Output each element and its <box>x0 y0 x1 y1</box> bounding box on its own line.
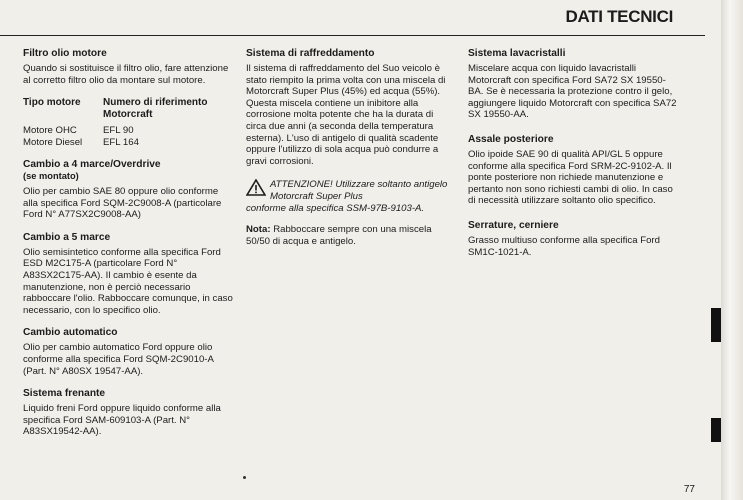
section-body-cooling: Il sistema di raffreddamento del Suo veicolo è stato riempito la prima volta con una miscela di Motorcraft Super Plus (45%) ed acqua (55%). Questa miscela contiene un inibitore alla corrosione molta potente che ha la durata di circa due anni (a seconda della temperatura esterna). L'uso di antigelo di qualità scadente oppure l'utilizzo di sola acqua può condurre a gravi corrosioni. <box>246 63 446 167</box>
column-right <box>468 48 678 269</box>
section-body-automatic: Olio per cambio automatico Ford oppure olio conforme alla specifica Ford SQM-2C9010-A (Part. N° A80SX 19547-AA). <box>23 342 214 377</box>
section-gearbox-5 <box>23 232 233 317</box>
section-title-gearbox-5: Cambio a 5 marce <box>23 231 111 243</box>
column-middle <box>246 48 456 247</box>
section-title-brakes: Sistema frenante <box>23 388 106 400</box>
table-cell-reference: EFL 90 <box>103 125 134 137</box>
warning-text-line2: conforme alla specifica SSM-97B-9103-A. <box>246 202 425 214</box>
thumb-tab-marker <box>711 308 721 342</box>
page-edge <box>721 0 743 500</box>
warning-text-line1: ATTENZIONE! Utilizzare soltanto antigelo Motorcraft Super Plus <box>270 179 448 202</box>
section-locks <box>468 220 678 258</box>
stray-dot <box>243 476 246 479</box>
page-number: 77 <box>683 484 695 495</box>
section-rear-axle <box>468 134 678 207</box>
table-cell-reference: EFL 164 <box>103 136 139 148</box>
table-row <box>23 125 233 137</box>
section-body-gearbox-4: Olio per cambio SAE 80 oppure olio conforme alla specifica Ford SQM-2C9008-A (particolare Ford N° A77SX2C9008-AA) <box>23 185 222 221</box>
section-cooling <box>246 48 456 167</box>
section-title-washer: Sistema lavacristalli <box>468 48 566 59</box>
section-body-oil-filter: Quando si sostituisce il filtro olio, fare attenzione al corretto filtro olio da montare sul motore. <box>23 63 229 86</box>
section-automatic <box>23 327 233 377</box>
thumb-tab-marker-lower <box>711 418 721 442</box>
table-row <box>23 137 233 149</box>
section-washer <box>468 48 678 121</box>
section-title-gearbox-4: Cambio a 4 marce/Overdrive <box>23 159 161 171</box>
section-brakes <box>23 388 233 438</box>
section-oil-filter <box>23 48 233 86</box>
section-body-washer: Miscelare acqua con liquido lavacristalli Motorcraft con specifica Ford SA72 SX 19550-BA. Se è necessaria la protezione contro il gelo, aggiungere liquido Motorcraft con specifica SA72 SX 19550-AA. <box>468 63 677 121</box>
section-body-brakes: Liquido freni Ford oppure liquido conforme alla specifica Ford SAM-609103-A (Part. N° A83SX19542-AA). <box>23 403 221 438</box>
note-paragraph <box>246 224 456 247</box>
section-title-automatic: Cambio automatico <box>23 327 118 339</box>
table-header-reference: Numero di riferimento Motorcraft <box>103 97 208 121</box>
engine-filter-table <box>23 97 233 148</box>
section-body-rear-axle: Olio ipoide SAE 90 di qualità API/GL 5 oppure conforme alla specifica Ford SRM-2C-9102-A. Il ponte posteriore non richiede manutenzione e pertanto non sono richiesti cambi di olio. In caso di necessità utilizzare soltanto olio specifico. <box>468 148 673 207</box>
header-rule <box>0 35 705 36</box>
table-cell-engine: Motore OHC <box>23 125 77 137</box>
note-label: Nota: <box>246 224 271 236</box>
page-title: DATI TECNICI <box>565 7 673 26</box>
section-subtitle-gearbox-4: (se montato) <box>23 171 79 182</box>
table-header-engine: Tipo motore <box>23 97 81 109</box>
section-body-locks: Grasso multiuso conforme alla specifica Ford SM1C-1021-A. <box>468 234 660 258</box>
warning-box <box>246 179 456 214</box>
section-title-cooling: Sistema di raffreddamento <box>246 48 375 59</box>
section-title-rear-axle: Assale posteriore <box>468 133 554 145</box>
section-title-locks: Serrature, cerniere <box>468 219 559 231</box>
section-gearbox-4 <box>23 159 233 220</box>
section-title-oil-filter: Filtro olio motore <box>23 48 107 59</box>
section-body-gearbox-5: Olio semisintetico conforme alla specifica Ford ESD M2C175-A (particolare Ford N° A83SX2C175-AA). Il cambio è esente da manutenzione, non è perciò necessario rabboccare l'olio. Rabboccare comunque, in caso necessario, con lo specifico olio. <box>23 246 233 316</box>
note-body: Rabboccare sempre con una miscela 50/50 di acqua e antigelo. <box>246 224 432 247</box>
column-left <box>23 48 233 449</box>
table-cell-engine: Motore Diesel <box>23 136 83 148</box>
